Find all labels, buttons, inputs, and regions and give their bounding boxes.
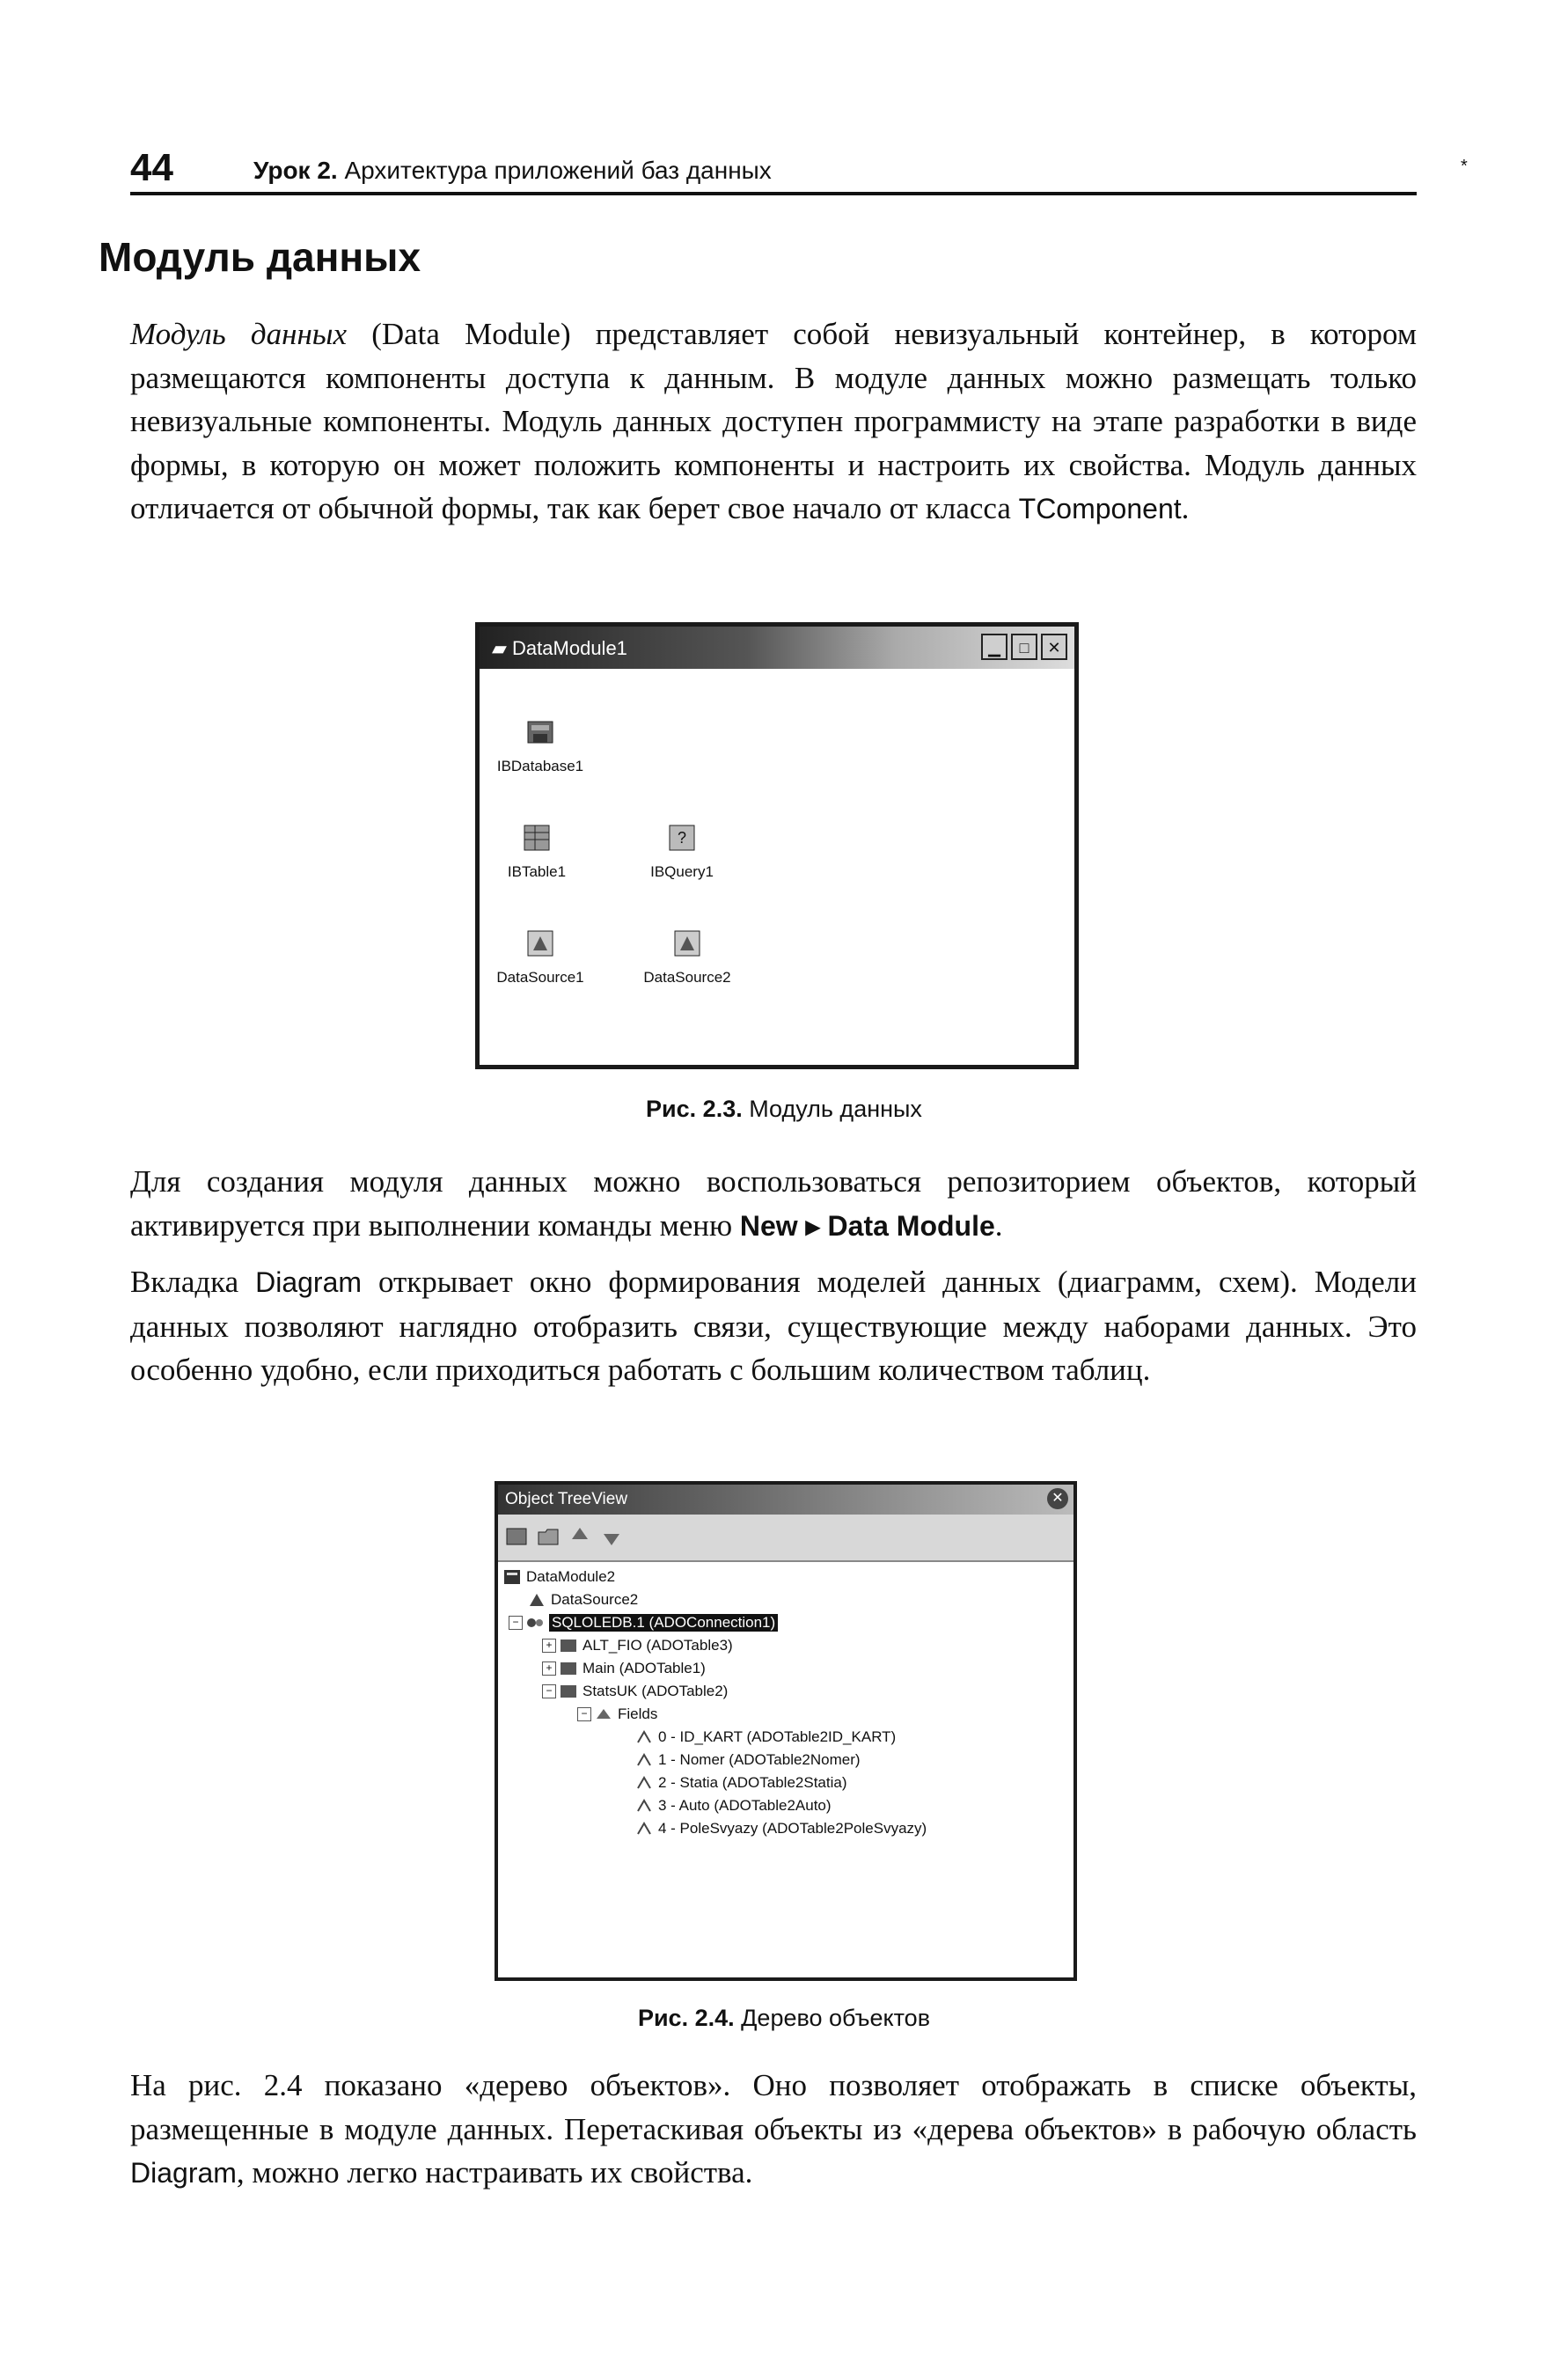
datasource-icon (523, 926, 558, 961)
tree-node[interactable] (503, 1566, 615, 1588)
tree-node[interactable] (635, 1772, 846, 1794)
paragraph-2-text: Для создания модуля данных можно воспользоваться репозиторием объектов, который активируется при выполнении команды меню (130, 1164, 1417, 1243)
datasource-icon (670, 926, 705, 961)
tree-node-label: 1 - Nomer (ADOTable2Nomer) (658, 1751, 861, 1768)
paragraph-1-end: . (1181, 491, 1190, 525)
collapse-toggle[interactable]: − (509, 1616, 523, 1630)
figure-caption-2-4 (0, 2005, 1568, 2032)
field-icon (635, 1798, 653, 1814)
area-name: Diagram (130, 2157, 237, 2189)
tree-node[interactable] (542, 1634, 733, 1657)
field-icon (635, 1752, 653, 1768)
paragraph-2-end: . (994, 1207, 1003, 1243)
toolbar (498, 1515, 1073, 1562)
caption-text: Модуль данных (749, 1096, 922, 1122)
object-treeview-window (495, 1481, 1077, 1981)
object-tree (503, 1566, 1068, 1972)
paragraph-2 (130, 1160, 1417, 1248)
table-icon (519, 820, 554, 855)
header-mark: * (1461, 157, 1468, 176)
tree-node-label: ALT_FIO (ADOTable3) (583, 1637, 733, 1654)
arrow-up-icon[interactable] (567, 1523, 593, 1550)
tab-name: Diagram (255, 1266, 363, 1298)
window-title-text: DataModule1 (512, 637, 627, 659)
collapse-toggle[interactable]: − (542, 1684, 556, 1698)
component-label: DataSource2 (643, 969, 731, 986)
close-button[interactable]: ✕ (1041, 634, 1067, 660)
tree-node[interactable] (542, 1680, 728, 1703)
datasource-icon (528, 1592, 546, 1608)
tree-node-label: Fields (618, 1705, 658, 1722)
tree-node-label: 2 - Statia (ADOTable2Statia) (658, 1774, 847, 1791)
tree-node-selected[interactable] (509, 1611, 778, 1634)
component-label: IBTable1 (507, 863, 567, 880)
expand-toggle[interactable]: + (542, 1661, 556, 1676)
tree-view-icon[interactable] (503, 1523, 530, 1550)
tree-node-label: 0 - ID_KART (ADOTable2ID_KART) (658, 1728, 897, 1745)
field-icon (635, 1729, 653, 1745)
collapse-toggle[interactable]: − (577, 1707, 591, 1721)
tree-node-label: DataModule2 (526, 1568, 616, 1585)
caption-number: Рис. 2.4. (637, 2005, 735, 2031)
component-label: IBQuery1 (650, 863, 714, 880)
connection-icon (526, 1615, 544, 1631)
chapter-title-text: Архитектура приложений баз данных (344, 157, 772, 184)
window-title: Object TreeView (505, 1490, 628, 1508)
maximize-button[interactable]: □ (1011, 634, 1037, 660)
tree-node-label: Main (ADOTable1) (583, 1660, 706, 1676)
component-ibdatabase[interactable] (492, 715, 589, 775)
menu-path: New ▸ Data Module (739, 1209, 995, 1242)
paragraph-1-text: (Data Module) представляет собой невизуальный контейнер, в котором размещаются компоненты доступа к данным. В модуле данных можно размещать только невизуальные компоненты. Модуль данных доступен программисту на этапе разработки в виде формы, в которую он может положить компоненты и настроить их свойства. Модуль данных отличается от обычной формы, так как берет свое начало от класса (130, 317, 1417, 525)
tree-node[interactable] (635, 1794, 832, 1817)
minimize-button[interactable]: ▁ (981, 634, 1007, 660)
paragraph-3-start: Вкладка (130, 1265, 239, 1299)
chapter-title (253, 157, 772, 185)
close-button[interactable]: ✕ (1047, 1488, 1068, 1509)
caption-number: Рис. 2.3. (646, 1096, 743, 1122)
tree-node-label: 3 - Auto (ADOTable2Auto) (658, 1797, 832, 1814)
tree-node-label: 4 - PoleSvyazy (ADOTable2PoleSvyazy) (658, 1820, 927, 1837)
tree-node[interactable] (635, 1749, 861, 1772)
tree-node-label: StatsUK (ADOTable2) (583, 1683, 729, 1699)
arrow-down-icon[interactable] (598, 1523, 625, 1550)
open-folder-icon[interactable] (535, 1523, 561, 1550)
component-ibtable[interactable] (497, 820, 576, 881)
table-icon (560, 1683, 577, 1699)
tree-node[interactable] (577, 1703, 657, 1726)
table-icon (560, 1661, 577, 1676)
paragraph-1 (130, 312, 1417, 532)
tree-node[interactable] (542, 1657, 706, 1680)
module-icon (503, 1569, 521, 1585)
expand-toggle[interactable]: + (542, 1639, 556, 1653)
paragraph-4 (130, 2064, 1417, 2196)
window-titlebar (498, 1485, 1073, 1515)
window-titlebar (480, 627, 1074, 669)
paragraph-3 (130, 1260, 1417, 1392)
tree-node[interactable] (528, 1588, 638, 1611)
field-icon (635, 1821, 653, 1837)
running-header (130, 141, 1468, 195)
page-number: 44 (130, 146, 173, 189)
component-datasource1[interactable] (492, 926, 589, 987)
component-label: IBDatabase1 (496, 758, 584, 774)
database-icon (523, 715, 558, 750)
paragraph-3-text: открывает окно формирования моделей данных (диаграмм, схем). Модели данных позволяют наглядно отобразить связи, существующие между наборами данных. Это особенно удобно, если приходиться работать с большим количеством таблиц. (130, 1265, 1417, 1387)
table-icon (560, 1638, 577, 1654)
component-ibquery[interactable] (638, 820, 726, 881)
datamodule-window (475, 622, 1079, 1069)
tree-node[interactable] (635, 1726, 896, 1749)
paragraph-4-end: , можно легко настраивать их свойства. (236, 2155, 753, 2190)
caption-text: Дерево объектов (741, 2005, 931, 2031)
app-icon: ▰ (492, 637, 507, 659)
paragraph-4-text: На рис. 2.4 показано «дерево объектов». Оно позволяет отображать в списке объекты, размещенные в модуле данных. Перетаскивая объекты из «дерева объектов» в рабочую область (130, 2068, 1417, 2146)
tree-node[interactable] (635, 1817, 927, 1840)
class-name: TComponent (1018, 493, 1182, 524)
section-title: Модуль данных (99, 234, 421, 280)
component-datasource2[interactable] (634, 926, 740, 987)
svg-text:?: ? (677, 829, 687, 847)
tree-node-label: SQLOLEDB.1 (ADOConnection1) (549, 1614, 778, 1632)
query-icon (664, 820, 700, 855)
lesson-label: Урок 2. (253, 157, 338, 184)
fields-icon (595, 1706, 612, 1722)
window-title (492, 637, 627, 660)
tree-node-label: DataSource2 (551, 1591, 639, 1608)
field-icon (635, 1775, 653, 1791)
figure-caption-2-3 (0, 1096, 1568, 1123)
component-label: DataSource1 (496, 969, 584, 986)
term-data-module: Модуль данных (130, 317, 348, 351)
